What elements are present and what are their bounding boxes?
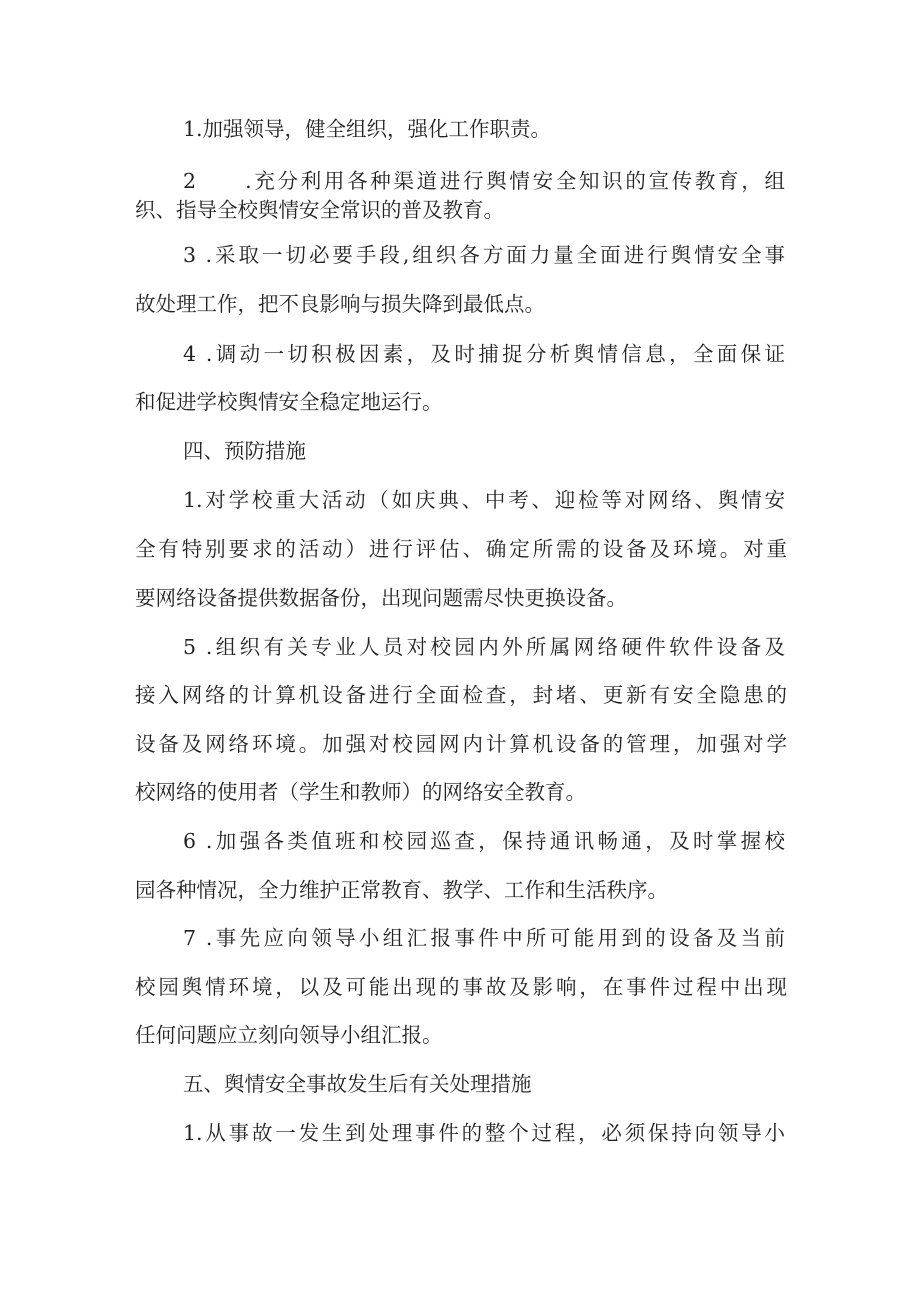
text-line-item-7-cont2: 任何问题应立刻向领导小组汇报。 [135, 1023, 443, 1047]
text-line-item-5-cont3: 校网络的使用者（学生和教师）的网络安全教育。 [135, 780, 586, 804]
text-line-measure-1-cont: 全有特别要求的活动）进行评估、确定所需的设备及环境。对重 [135, 537, 787, 561]
text-line-item-7: 7 .事先应向领导小组汇报事件中所可能用到的设备及当前 [183, 926, 785, 950]
text-line-item-3-cont: 故处理工作，把不良影响与损失降到最低点。 [135, 292, 545, 316]
text-line-item-5: 5 .组织有关专业人员对校园内外所属网络硬件软件设备及 [183, 635, 785, 659]
text-line-item-4: 4 .调动一切积极因素，及时捕捉分析舆情信息，全面保证 [183, 342, 785, 366]
text-line-item-2: 2 .充分利用各种渠道进行舆情安全知识的宣传教育，组 [183, 169, 785, 193]
section-heading-four: 四、预防措施 [183, 439, 306, 463]
text-line-item-2-cont: 织、指导全校舆情安全常识的普及教育。 [135, 198, 504, 222]
text-line-item-6: 6 .加强各类值班和校园巡查，保持通讯畅通，及时掌握校 [183, 829, 785, 853]
text-line-item-7-cont: 校园舆情环境，以及可能出现的事故及影响，在事件过程中出现 [135, 975, 787, 999]
text-line-item-5-cont: 接入网络的计算机设备进行全面检查，封堵、更新有安全隐患的 [135, 683, 787, 707]
text-line-item-4-cont: 和促进学校舆情安全稳定地运行。 [135, 390, 443, 414]
text-line-item-1: 1.加强领导，健全组织，强化工作职责。 [183, 117, 552, 141]
text-line-item-3: 3 .采取一切必要手段,组织各方面力量全面进行舆情安全事 [183, 243, 785, 267]
text-line-measure-1-cont2: 要网络设备提供数据备份，出现问题需尽快更换设备。 [135, 586, 627, 610]
section-heading-five: 五、舆情安全事故发生后有关处理措施 [183, 1072, 532, 1096]
text-line-measure-5-1: 1.从事故一发生到处理事件的整个过程，必须保持向领导小 [183, 1121, 785, 1145]
text-line-item-6-cont: 园各种情况，全力维护正常教育、教学、工作和生活秩序。 [135, 878, 668, 902]
text-line-item-5-cont2: 设备及网络环境。加强对校园网内计算机设备的管理，加强对学 [135, 732, 787, 756]
text-line-measure-1: 1.对学校重大活动（如庆典、中考、迎检等对网络、舆情安 [183, 488, 785, 512]
